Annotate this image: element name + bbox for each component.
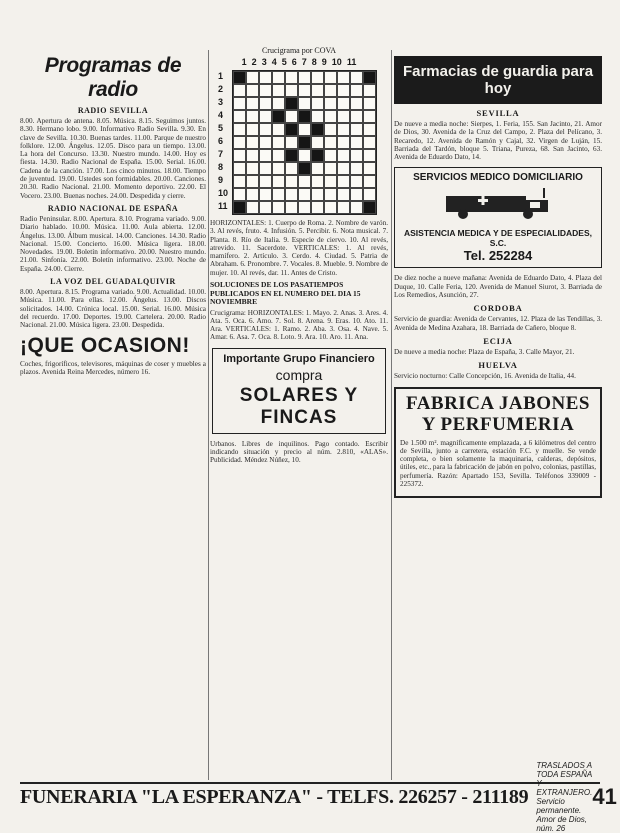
crossword-cell xyxy=(350,123,363,136)
crossword-cell xyxy=(233,136,246,149)
crossword-cell xyxy=(246,175,259,188)
crossword-cell xyxy=(350,162,363,175)
crossword-cell xyxy=(350,149,363,162)
medical-service-ad xyxy=(394,167,602,268)
crossword-black-cell xyxy=(285,123,298,136)
page-number: 41 xyxy=(592,784,617,809)
crossword-title: Crucigrama por COVA xyxy=(261,46,337,55)
solutions-heading: SOLUCIONES DE LOS PASATIEMPOS PUBLICADOS EN EL NUMERO DEL DIA 15 NOVIEMBRE xyxy=(210,280,361,307)
crossword-cell xyxy=(233,175,246,188)
city-name: ECIJA xyxy=(483,335,513,346)
crossword-column-numbers xyxy=(210,57,388,67)
crossword-row-number: 3 xyxy=(218,97,224,107)
crossword-cell xyxy=(350,201,363,214)
ambulance-icon xyxy=(438,186,558,220)
ocasion-text: Coches, frigoríficos, televisores, máquinas de coser y muebles a plazos. Avenida Reina Mercedes, número 16. xyxy=(20,359,206,376)
crossword-cell xyxy=(259,84,272,97)
crossword-cell xyxy=(324,71,337,84)
crossword-cell xyxy=(337,110,350,123)
crossword-row-number: 9 xyxy=(218,175,224,185)
medico-text: De diez noche a nueve mañana: Avenida de Eduardo Dato, 4. Plaza del Duque, 10. Calle Feria, 120. Avenida de Manuel Siurot, 3. Barriada de Los Remedios, Asunción, 27. xyxy=(394,274,602,300)
crossword-cell xyxy=(272,84,285,97)
crossword-cell xyxy=(285,136,298,149)
crossword-cell xyxy=(311,162,324,175)
funeraria-traslados: TRASLADOS A TODA ESPAÑA Y EXTRANJERO. Servicio permanente. Amor de Dios, núm. 26 xyxy=(536,761,593,833)
crossword-cell xyxy=(246,84,259,97)
crossword-row-number: 4 xyxy=(218,110,224,120)
crossword-cell xyxy=(259,162,272,175)
crossword-black-cell xyxy=(298,110,311,123)
crossword-column-number: 8 xyxy=(311,57,317,67)
crossword-cell xyxy=(246,71,259,84)
crossword-cell xyxy=(285,110,298,123)
crossword-row-number: 2 xyxy=(218,84,224,94)
crossword-cell xyxy=(246,110,259,123)
crossword-cell xyxy=(363,97,376,110)
crossword-row-number: 10 xyxy=(218,188,229,198)
crossword-cell xyxy=(272,97,285,110)
pharmacy-column xyxy=(394,56,602,780)
city-pharmacies: De nueve a media noche: Plaza de España, 3. Calle Mayor, 21. xyxy=(394,347,575,356)
radio-title: Programas de radio xyxy=(44,54,182,101)
crossword-cell xyxy=(324,97,337,110)
crossword-cell xyxy=(337,175,350,188)
crossword-cell xyxy=(324,188,337,201)
crossword-black-cell xyxy=(233,201,246,214)
crossword-cell xyxy=(337,136,350,149)
financial-group-ad xyxy=(212,348,386,434)
crossword-cell xyxy=(233,162,246,175)
crossword-cell xyxy=(324,149,337,162)
crossword-black-cell xyxy=(272,110,285,123)
crossword-cell xyxy=(324,162,337,175)
crossword-cell xyxy=(350,110,363,123)
crossword-cell xyxy=(233,149,246,162)
crossword-cell xyxy=(298,71,311,84)
crossword-cell xyxy=(363,188,376,201)
station-schedule: Radio Peninsular. 8.00. Apertura. 8.10. Programa variado. 9.00. Diario hablado. 10.00. Música. 11.00. Aula abierta. 12.00. Ángelus. 13.00. Álbum musical. 14.00. Canciones. 14.30. Radio Nacional. 15.00. Concierto. 16.00. Música ligera. 18.00. Novedades. 19.00. Boletín informativo. 20.00. Nuestro mundo. 21.00. Sinfonía. 22.00. Boletín informativo. 23.00. Noche de España. 24.00. Cierre. xyxy=(20,214,206,273)
crossword-cell xyxy=(363,149,376,162)
crossword-cell xyxy=(311,97,324,110)
funeral-home-ad xyxy=(20,761,617,833)
crossword-cell xyxy=(259,110,272,123)
crossword-row-number: 8 xyxy=(218,162,224,172)
crossword-cell xyxy=(246,149,259,162)
crossword-cell xyxy=(298,188,311,201)
crossword-cell xyxy=(259,188,272,201)
crossword-column-number: 4 xyxy=(271,57,277,67)
column-divider xyxy=(208,50,209,780)
crossword-cell xyxy=(337,97,350,110)
crossword-cell xyxy=(298,123,311,136)
crossword-black-cell xyxy=(233,71,246,84)
crossword-cell xyxy=(259,136,272,149)
crossword-black-cell xyxy=(285,97,298,110)
crossword-cell xyxy=(337,201,350,214)
crossword-black-cell xyxy=(285,149,298,162)
crossword-cell xyxy=(350,136,363,149)
crossword-block xyxy=(218,70,388,215)
crossword-column-number: 2 xyxy=(251,57,257,67)
crossword-cell xyxy=(311,136,324,149)
crossword-cell xyxy=(259,149,272,162)
crossword-cell xyxy=(337,188,350,201)
crossword-cell xyxy=(363,162,376,175)
crossword-column xyxy=(210,46,388,780)
crossword-cell xyxy=(298,84,311,97)
crossword-row-number: 11 xyxy=(218,201,228,211)
crossword-column-number: 5 xyxy=(281,57,287,67)
station-schedule: 8.00. Apertura de antena. 8.05. Música. 8.15. Seguimos juntos. 8.30. Hermano lobo. 9.00. Informativo Radio Sevilla. 9.30. En clave de Sevilla. 10.30. Buenas tardes. 11.00. Parque de nuestro folklore. 12.00. Ángelus. 12.05. Disco para un tiempo. 13.00. La hora del Concurso. 13.30. Nuestro mundo. 14.00. Hoy es fiesta. 14.30. Radio Nacional de España. 15.00. Serial. 16.00. Cadena de la canción. 17.00. Los cinco minutos. 18.00. Tiempo de juventud. 19.00. Ustedes son formidables. 20.00. Canciones. 20.30. Radio Nacional. 21.00. Momento deportivo. 22.00. El Vocero. 23.00. Buenas noches. 24.00. Despedida y cierre. xyxy=(20,117,206,200)
crossword-cell xyxy=(272,201,285,214)
crossword-cell xyxy=(298,201,311,214)
crossword-cell xyxy=(350,97,363,110)
crossword-column-number: 9 xyxy=(321,57,327,67)
crossword-cell xyxy=(246,97,259,110)
crossword-cell xyxy=(324,201,337,214)
crossword-cell xyxy=(298,175,311,188)
crossword-black-cell xyxy=(363,71,376,84)
city-pharmacies: Servicio nocturno: Calle Concepción, 16. Avenida de Italia, 44. xyxy=(394,372,576,381)
crossword-cell xyxy=(272,149,285,162)
crossword-cell xyxy=(259,123,272,136)
crossword-cell xyxy=(363,123,376,136)
ocasion-headline: ¡QUE OCASION! xyxy=(20,333,190,357)
soap-factory-ad xyxy=(394,387,602,499)
crossword-cell xyxy=(337,149,350,162)
column-divider xyxy=(391,50,392,780)
station-schedule: 8.00. Apertura. 8.15. Programa variado. 9.00. Actualidad. 10.00. Música. 11.00. Para ellas. 12.00. Ángelus. 13.00. Discos solicitados. 14.00. Crónica local. 15.00. Serial. 16.00. Música del recuerdo. 17.00. Deportes. 19.00. Cartelera. 20.00. Radio Nacional. 21.00. Música ligera. 23.00. Despedida. xyxy=(20,288,206,330)
fabrica-title: FABRICA JABONES Y PERFUMERIA xyxy=(406,392,590,435)
crossword-cell xyxy=(272,71,285,84)
crossword-cell xyxy=(350,71,363,84)
crossword-cell xyxy=(311,84,324,97)
crossword-cell xyxy=(311,71,324,84)
crossword-row-number: 6 xyxy=(218,136,224,146)
station-name: LA VOZ DEL GUADALQUIVIR xyxy=(50,277,176,287)
crossword-column-number: 11 xyxy=(346,57,357,67)
station-name: RADIO NACIONAL DE ESPAÑA xyxy=(47,203,179,213)
crossword-column-number: 7 xyxy=(301,57,307,67)
crossword-cell xyxy=(324,110,337,123)
crossword-cell xyxy=(324,175,337,188)
crossword-cell xyxy=(337,162,350,175)
crossword-column-number: 10 xyxy=(331,57,342,67)
crossword-cell xyxy=(363,110,376,123)
crossword-clues: HORIZONTALES: 1. Cuerpo de Roma. 2. Nombre de varón. 3. Al revés, fruto. 4. Infusión. 5. Percibir. 6. Nota musical. 7. Planta. 8. Río de Italia. 9. Especie de ciervo. 10. Al revés, atrevido. 11. Sacerdote. VERTICALES: 1. Al revés, mamífero. 2. Artículo. 3. Cerdo. 4. Ciudad. 5. Patria de Abraham. 6. Pronombre. 7. Vocales. 8. Mueble. 9. Nombre de mujer. 10. Al revés, dar. 11. Antes de Cristo. xyxy=(210,219,388,277)
ad-line-1: Importante Grupo Financiero xyxy=(223,352,375,365)
crossword-cell xyxy=(246,201,259,214)
medico-title: SERVICIOS MEDICO DOMICILIARIO xyxy=(413,172,583,184)
crossword-cell xyxy=(272,175,285,188)
crossword-row-number: 7 xyxy=(218,149,224,159)
city-name: HUELVA xyxy=(478,360,518,371)
crossword-cell xyxy=(272,136,285,149)
crossword-column-number: 1 xyxy=(241,57,247,67)
crossword-cell xyxy=(246,162,259,175)
crossword-cell xyxy=(285,162,298,175)
crossword-column-number: 6 xyxy=(291,57,297,67)
crossword-cell xyxy=(246,136,259,149)
medico-phone: Tel. 252284 xyxy=(463,248,533,264)
crossword-row-number: 1 xyxy=(218,71,224,81)
crossword-cell xyxy=(337,71,350,84)
crossword-cell xyxy=(259,175,272,188)
crossword-column-number: 3 xyxy=(261,57,267,67)
crossword-cell xyxy=(298,97,311,110)
crossword-cell xyxy=(311,175,324,188)
crossword-cell xyxy=(272,162,285,175)
crossword-cell xyxy=(285,188,298,201)
crossword-cell xyxy=(246,188,259,201)
crossword-cell xyxy=(259,97,272,110)
crossword-cell xyxy=(233,97,246,110)
crossword-cell xyxy=(298,149,311,162)
medico-subtitle: ASISTENCIA MEDICA Y DE ESPECIALIDADES, S.C. xyxy=(404,228,592,249)
crossword-cell xyxy=(285,201,298,214)
city-pharmacies: De nueve a media noche: Sierpes, 1. Feria, 155. San Jacinto, 21. Amor de Dios, 30. Avenida de la Cruz del Campo, 2. Plaza del Pelícano, 3. Recaredo, 12. Avenida de Ramón y Cajal, 32. Virgen de Luján, 15. Barriada del Tardón, bloque 5. Triana, Pureza, 68. San Jacinto, 63. Avenida de Eduardo Dato, 14. xyxy=(394,120,602,162)
crossword-row-number: 5 xyxy=(218,123,224,133)
crossword-cell xyxy=(259,201,272,214)
pharmacies-title: Farmacias de guardia para hoy xyxy=(394,56,602,104)
crossword-cell xyxy=(272,123,285,136)
crossword-cell xyxy=(285,71,298,84)
radio-column xyxy=(20,44,206,780)
crossword-cell xyxy=(350,175,363,188)
crossword-grid xyxy=(232,70,377,215)
crossword-cell xyxy=(311,188,324,201)
fabrica-text: De 1.500 m². magníficamente emplazada, a 6 kilómetros del centro de Sevilla, junto a carretera, estación F.C. y muelle. Se vende completa, o bien solamente la maquinaria, calderas, depósitos, útiles, etc., para la fabricación de jabón en polvo, colonias, pastillas, perfumería. Razón: Apartado 153, Sevilla. Teléfonos 339009 - 225372. xyxy=(400,438,596,489)
crossword-cell xyxy=(259,71,272,84)
crossword-black-cell xyxy=(298,136,311,149)
crossword-black-cell xyxy=(311,149,324,162)
crossword-cell xyxy=(324,123,337,136)
crossword-cell xyxy=(337,84,350,97)
crossword-cell xyxy=(350,188,363,201)
crossword-cell xyxy=(285,175,298,188)
crossword-cell xyxy=(363,175,376,188)
crossword-cell xyxy=(311,201,324,214)
crossword-cell xyxy=(285,84,298,97)
crossword-cell xyxy=(311,110,324,123)
crossword-cell xyxy=(233,84,246,97)
crossword-cell xyxy=(233,123,246,136)
ad-line-2: compra xyxy=(275,366,323,383)
crossword-black-cell xyxy=(363,201,376,214)
crossword-cell xyxy=(233,188,246,201)
crossword-cell xyxy=(350,84,363,97)
city-pharmacies: Servicio de guardia: Avenida de Cervantes, 12. Plaza de las Tendillas, 3. Avenida de Medina Azahara, 18. Barriada de Cañero, bloque 8. xyxy=(394,315,602,332)
crossword-black-cell xyxy=(298,162,311,175)
crossword-cell xyxy=(324,136,337,149)
ad-text: Urbanos. Libres de inquilinos. Pago contado. Escribir indicando situación y precio al núm. 2.810, «ALAS». Publicidad. Méndez Núñez, 10. xyxy=(210,439,388,465)
crossword-cell xyxy=(272,188,285,201)
crossword-black-cell xyxy=(311,123,324,136)
crossword-row-numbers xyxy=(218,70,232,215)
crossword-cell xyxy=(233,110,246,123)
funeraria-name: FUNERARIA "LA ESPERANZA" - TELFS. 226257 - 211189 xyxy=(20,785,529,808)
crossword-cell xyxy=(324,84,337,97)
crossword-cell xyxy=(363,136,376,149)
ad-line-3: SOLARES Y FINCAS xyxy=(239,384,359,428)
solutions-text: Crucigrama: HORIZONTALES: 1. Mayo. 2. Anas. 3. Ares. 4. Ata. 5. Oca. 6. Amo. 7. Sol. 8. Arena. 9. Eras. 10. Ato. 11. Ara. VERTICALES: 1. Ramo. 2. Aba. 3. Osa. 4. Nave. 5. Amar. 6. Asa. 7. Oca. 8. Loto. 9. Ara. 10. Aro. 11. Ana. xyxy=(210,308,388,342)
station-name: RADIO SEVILLA xyxy=(77,106,149,115)
city-name: CORDOBA xyxy=(473,303,523,314)
crossword-cell xyxy=(246,123,259,136)
crossword-cell xyxy=(337,123,350,136)
crossword-cell xyxy=(363,84,376,97)
city-name: SEVILLA xyxy=(476,108,520,118)
